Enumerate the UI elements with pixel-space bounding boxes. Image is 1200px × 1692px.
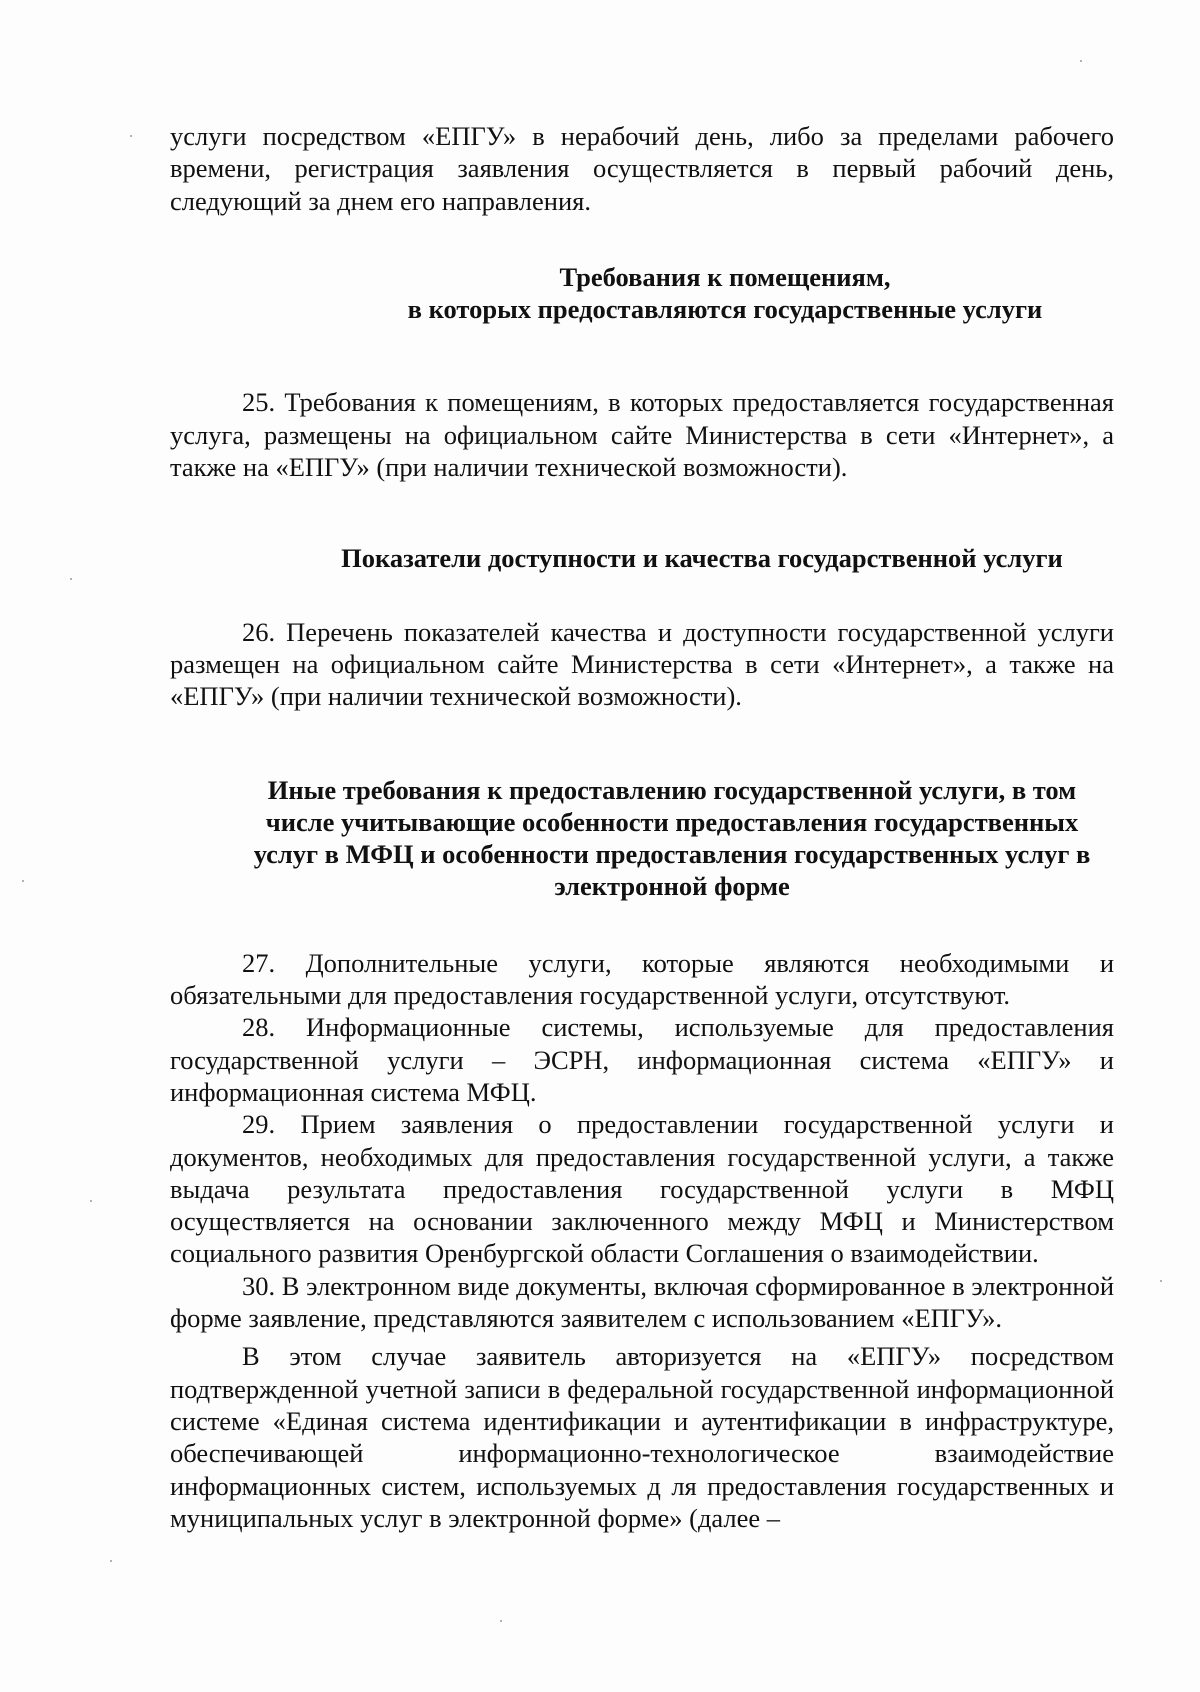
paragraph-30: 30. В электронном виде документы, включая сформированное в электронной форме заявление, представляются заявителем с использованием «ЕПГУ».	[170, 1270, 1114, 1334]
paragraph-27: 27. Дополнительные услуги, которые являются необходимыми и обязательными для предоставления государственной услуги, отсутствуют.	[170, 947, 1114, 1011]
paragraph-25: 25. Требования к помещениям, в которых предоставляется государственная услуга, размещены на официальном сайте Министерства в сети «Интернет», а также на «ЕПГУ» (при наличии технической возможности).	[170, 387, 1114, 483]
paragraph-26: 26. Перечень показателей качества и доступности государственной услуги размещен на официальном сайте Министерства в сети «Интернет», а также на «ЕПГУ» (при наличии технической возможности).	[170, 616, 1114, 712]
scan-speck	[22, 880, 24, 882]
paragraph-30-continuation: В этом случае заявитель авторизуется на «ЕПГУ» посредством подтвержденной учетной записи в федеральной государственной информационной системе «Единая система идентификации и аутентификации в инфраструктуре, обеспечивающей информационно-технологическое взаимодействие информационных систем, используемых д ля предоставления государственных и муниципальных услуг в электронной форме» (далее –	[170, 1341, 1114, 1533]
heading-line: Показатели доступности и качества государственной услуги	[341, 543, 1063, 574]
heading-line: Требования к помещениям,	[559, 261, 891, 292]
heading-line: услуг в МФЦ и особенности предоставления государственных услуг в	[253, 839, 1091, 870]
heading-line: числе учитывающие особенности предоставления государственных	[265, 806, 1079, 837]
heading-line: в которых предоставляются государственные услуги	[407, 294, 1043, 325]
scan-speck	[70, 578, 72, 580]
scan-speck	[1080, 60, 1082, 62]
paragraph-continuation: услуги посредством «ЕПГУ» в нерабочий день, либо за пределами рабочего времени, регистрация заявления осуществляется в первый рабочий день, следующий за днем его направления.	[170, 121, 1114, 216]
document-body	[170, 120, 1114, 1534]
scan-speck	[110, 1560, 112, 1562]
scan-speck	[500, 1620, 502, 1622]
heading-premises-requirements	[170, 261, 1114, 326]
heading-line: Иные требования к предоставлению государственной услуги, в том	[267, 774, 1077, 805]
scan-speck	[90, 1200, 92, 1202]
paragraph-28: 28. Информационные системы, используемые для предоставления государственной услуги – ЭСРН, информационная система «ЕПГУ» и информационная система МФЦ.	[170, 1012, 1114, 1107]
scan-speck	[1160, 1280, 1162, 1282]
heading-line: электронной форме	[554, 871, 790, 902]
scan-speck	[130, 135, 132, 137]
heading-other-requirements	[170, 774, 1114, 903]
heading-accessibility-quality	[170, 542, 1114, 574]
paragraph-29: 29. Прием заявления о предоставлении государственной услуги и документов, необходимых для предоставления государственной услуги, а также выдача результата предоставления государственной услуги в МФЦ осуществляется на основании заключенного между МФЦ и Министерством социального развития Оренбургской области Соглашения о взаимодействии.	[170, 1109, 1114, 1269]
